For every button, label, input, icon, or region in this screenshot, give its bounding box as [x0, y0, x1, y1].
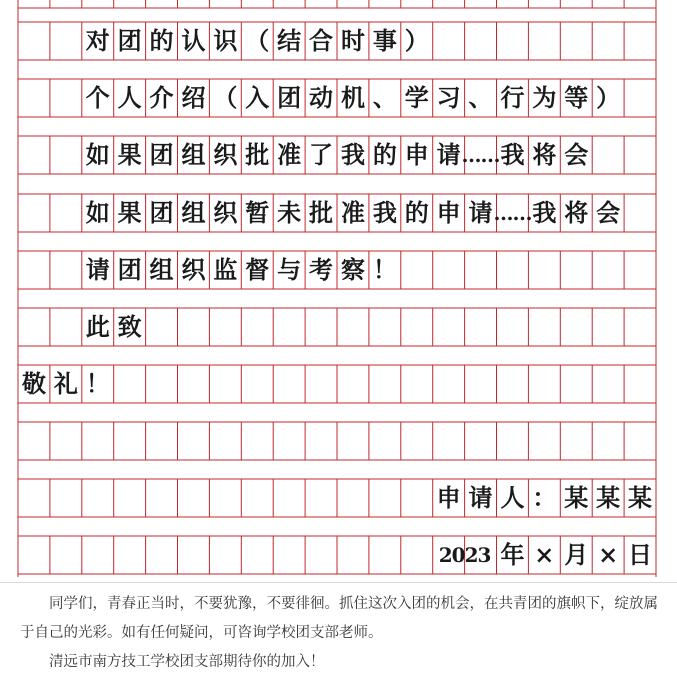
grid-character: ！ — [85, 369, 110, 398]
grid-character: 申 — [404, 140, 429, 169]
grid-character: 申 — [436, 483, 461, 512]
grid-character: （ — [213, 83, 238, 112]
grid-character: 请 — [436, 140, 461, 169]
grid-character: 我 — [500, 140, 525, 169]
grid-character: 入 — [245, 83, 270, 112]
grid-character: 察 — [340, 255, 365, 284]
grid-character: ： — [532, 483, 557, 512]
grid-character: 敬 — [21, 369, 46, 398]
grid-character: 批 — [309, 198, 334, 227]
grid-character: 动 — [309, 83, 334, 112]
grid-character: 日 — [628, 540, 653, 569]
grid-character: 识 — [213, 26, 238, 55]
grid-character: 习 — [436, 83, 461, 112]
grid-character: 个 — [85, 83, 110, 112]
grid-character: 考 — [309, 255, 334, 284]
grid-character: × — [598, 540, 619, 569]
grid-character: 未 — [277, 198, 302, 227]
grid-character: 月 — [564, 540, 589, 569]
grid-character: 织 — [181, 255, 206, 284]
grid-character: 请 — [468, 483, 493, 512]
grid-character: 礼 — [53, 369, 78, 398]
grid-character: 请 — [468, 198, 493, 227]
grid-character: 组 — [181, 198, 206, 227]
grid-character: 批 — [245, 140, 270, 169]
grid-character: 暂 — [245, 198, 270, 227]
grid-character: 学 — [404, 83, 429, 112]
grid-character: 等 — [564, 83, 589, 112]
grid-character: 某 — [596, 483, 621, 512]
description-paragraph-1: 同学们，青春正当时，不要犹豫，不要徘徊。抓住这次入团的机会，在共青团的旗帜下，绽放属于自己的光彩。如有任何疑问，可咨询学校团支部老师。 — [20, 596, 658, 641]
grid-character: 机 — [340, 83, 365, 112]
grid-character: 如 — [85, 140, 110, 169]
grid-character: 时 — [340, 26, 365, 55]
grid-character: 团 — [117, 255, 142, 284]
grid-character: 、 — [372, 83, 397, 112]
description — [20, 590, 665, 677]
grid-character: 我 — [340, 140, 365, 169]
grid-character: 组 — [181, 140, 206, 169]
grid-character: 织 — [213, 140, 238, 169]
grid-character: 2023 — [438, 543, 491, 567]
grid-character: （ — [245, 26, 270, 55]
grid-character: 事 — [372, 26, 397, 55]
grid-character: 团 — [117, 26, 142, 55]
grid-character: 将 — [532, 140, 557, 169]
grid-character: 认 — [181, 26, 206, 55]
grid-character: 监 — [213, 255, 238, 284]
grid-character: 对 — [85, 26, 110, 55]
grid-character: 年 — [500, 540, 525, 569]
grid-character: ！ — [372, 255, 397, 284]
grid-character: 某 — [628, 483, 653, 512]
grid-character: 绍 — [181, 83, 206, 112]
grid-character: …… — [461, 143, 500, 167]
grid-character: 合 — [309, 26, 334, 55]
divider — [0, 582, 677, 583]
grid-character: 人 — [500, 483, 525, 512]
grid-character: 行 — [500, 83, 525, 112]
grid-character: 会 — [564, 140, 589, 169]
grid-character: 将 — [564, 198, 589, 227]
grid-character: 人 — [117, 83, 142, 112]
grid-character: 介 — [149, 83, 174, 112]
grid-character: 团 — [149, 140, 174, 169]
grid-character: 的 — [372, 140, 397, 169]
grid-character: 如 — [85, 198, 110, 227]
grid-character: 致 — [117, 312, 142, 341]
grid-character: 组 — [149, 255, 174, 284]
grid-character: 团 — [149, 198, 174, 227]
grid-character: 与 — [277, 255, 302, 284]
grid-character: 准 — [277, 140, 302, 169]
grid-character: 结 — [277, 26, 302, 55]
grid-character: ） — [596, 83, 621, 112]
grid-character: 请 — [85, 255, 110, 284]
grid-character: 我 — [532, 198, 557, 227]
description-paragraph-2: 清远市南方技工学校团支部期待你的加入！ — [49, 654, 325, 670]
grid-character: 的 — [404, 198, 429, 227]
grid-character: 某 — [564, 483, 589, 512]
grid-character: 果 — [117, 198, 142, 227]
grid-character: 织 — [213, 198, 238, 227]
grid-character: 申 — [436, 198, 461, 227]
grid-character: 、 — [468, 83, 493, 112]
grid-character: 果 — [117, 140, 142, 169]
grid-character: 团 — [277, 83, 302, 112]
grid-character: × — [534, 540, 555, 569]
grid-character: 我 — [372, 198, 397, 227]
grid-character: 督 — [245, 255, 270, 284]
grid-character: ） — [404, 26, 429, 55]
grid-character: 准 — [340, 198, 365, 227]
grid-character: 了 — [309, 140, 334, 169]
grid-character: 会 — [596, 198, 621, 227]
grid-character: 此 — [85, 312, 110, 341]
grid-character: …… — [493, 201, 532, 225]
grid-character: 的 — [149, 26, 174, 55]
grid-character: 为 — [532, 83, 557, 112]
